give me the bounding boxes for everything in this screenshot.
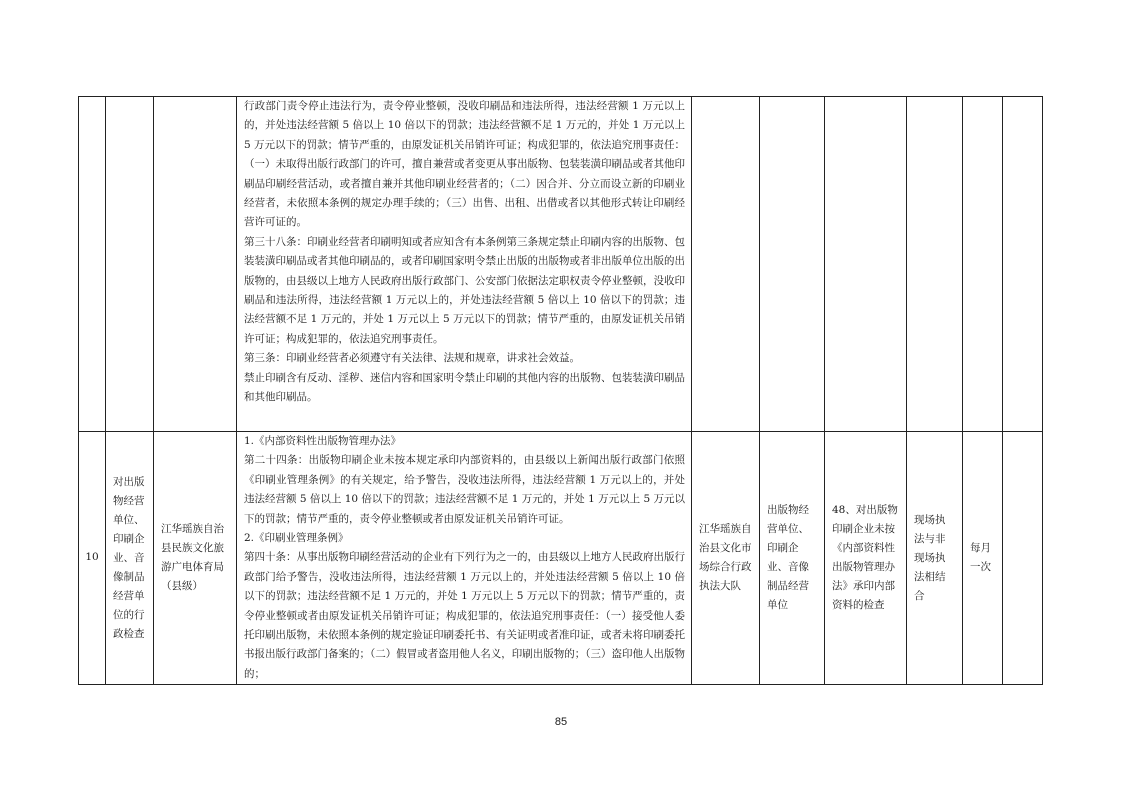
- legal-paragraph: 1.《内部资料性出版物管理办法》: [244, 435, 402, 447]
- enforcement-body: [692, 97, 760, 432]
- inspection-item: [106, 97, 154, 432]
- legal-paragraph: 第三条：印刷业经营者必须遵守有关法律、法规和规章，讲求社会效益。: [244, 352, 580, 365]
- table-row: [79, 97, 1043, 432]
- page-number: 85: [554, 716, 568, 728]
- inspection-content: 48、对出版物印刷企业未按《内部资料性出版物管理办法》承印内部资料的检查: [825, 432, 907, 685]
- inspection-target: 出版物经营单位、印刷企业、音像制品经营单位: [760, 432, 825, 685]
- row-index: [79, 97, 106, 432]
- inspection-frequency: 每月一次: [963, 432, 1003, 685]
- department: 江华瑶族自治县民族文化旅游广电体育局（县级）: [154, 432, 237, 685]
- inspection-content: [825, 97, 907, 432]
- inspection-item: 对出版物经营单位、印刷企业、音像制品经营单位的行政检查: [106, 432, 154, 685]
- department: [154, 97, 237, 432]
- inspection-table: [78, 96, 1043, 685]
- note: [1003, 97, 1043, 432]
- legal-paragraph: 第二十四条：出版物印刷企业未按本规定承印内部资料的，由县级以上新闻出版行政部门依照《印刷业管理条例》的有关规定，给予警告，没收违法所得，违法经营额 1 万元以上的，并处违法经营额 5 倍以上 10 倍以下的罚款；违法经营额不足 1 万元的，并处 1 万元以上 5 万元以下的罚款；情节严重的，责令停业整顿或者由原发证机关吊销许可证。: [244, 454, 685, 525]
- table-row: [79, 432, 1043, 685]
- legal-paragraph: 第四十条：从事出版物印刷经营活动的企业有下列行为之一的，由县级以上地方人民政府出版行政部门给予警告，没收违法所得，违法经营额 1 万元以上的，并处违法经营额 5 倍以上 10 倍以下的罚款；违法经营额不足 1 万元的，并处 1 万元以上 5 万元以下的罚款；情节严重的，责令停业整顿或者由原发证机关吊销许可证；构成犯罪的，依法追究刑事责任：（一）接受他人委托印刷出版物，未依照本条例的规定验证印刷委托书、有关证明或者准印证，或者未将印刷委托书报出版行政部门备案的；（二）假冒或者盗用他人名义，印刷出版物的；（三）盗印他人出版物的；: [244, 551, 685, 680]
- legal-paragraph: 禁止印刷含有反动、淫秽、迷信内容和国家明令禁止印刷的其他内容的出版物、包装装潢印刷品和其他印刷品。: [244, 371, 685, 404]
- note: [1003, 432, 1043, 685]
- legal-basis: [237, 432, 692, 685]
- legal-paragraph: 行政部门责令停止违法行为，责令停业整顿，没收印刷品和违法所得，违法经营额 1 万元以上的，并处违法经营额 5 倍以上 10 倍以下的罚款；违法经营额不足 1 万元的，并处 1 万元以上 5 万元以下的罚款；情节严重的，由原发证机关吊销许可证；构成犯罪的，依法追究刑事责任：（一）未取得出版行政部门的许可，擅自兼营或者变更从事出版物、包装装潢印刷品或者其他印刷品印刷经营活动，或者擅自兼并其他印刷业经营者的；（二）因合并、分立而设立新的印刷业经营者，未依照本条例的规定办理手续的；（三）出售、出租、出借或者以其他形式转让印刷经营许可证的。: [244, 100, 685, 229]
- inspection-method: [907, 97, 963, 432]
- legal-paragraph: 第三十八条：印刷业经营者印刷明知或者应知含有本条例第三条规定禁止印刷内容的出版物、包装装潢印刷品或者其他印刷品的，或者印刷国家明令禁止出版的出版物或者非出版单位出版的出版物的，由县级以上地方人民政府出版行政部门、公安部门依据法定职权责令停业整顿，没收印刷品和违法所得，违法经营额 1 万元以上的，并处违法经营额 5 倍以上 10 倍以下的罚款；违法经营额不足 1 万元的，并处 1 万元以上 5 万元以下的罚款；情节严重的，由原发证机关吊销许可证；构成犯罪的，依法追究刑事责任。: [244, 235, 685, 345]
- inspection-frequency: [963, 97, 1003, 432]
- inspection-method: 现场执法与非现场执法相结合: [907, 432, 963, 685]
- row-index: 10: [79, 432, 106, 685]
- legal-basis: [237, 97, 692, 432]
- enforcement-body: 江华瑶族自治县文化市场综合行政执法大队: [692, 432, 760, 685]
- legal-paragraph: 2.《印刷业管理条例》: [244, 532, 349, 545]
- inspection-target: [760, 97, 825, 432]
